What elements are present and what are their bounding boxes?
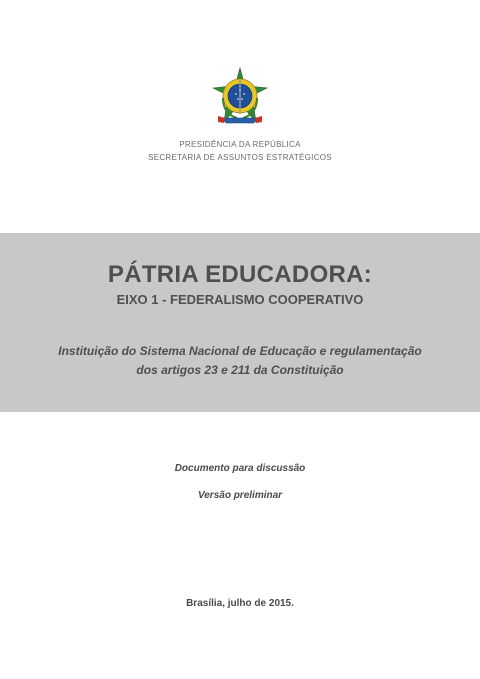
document-type: Documento para discussão <box>174 463 306 474</box>
presidency-label: PRESIDÊNCIA DA REPÚBLICA <box>179 140 301 149</box>
title-band <box>0 233 480 412</box>
brazil-coat-of-arms-icon <box>209 66 271 128</box>
document-version: Versão preliminar <box>197 490 283 501</box>
place-date: Brasília, julho de 2015. <box>186 598 294 609</box>
description-line-1: Instituição do Sistema Nacional de Educação e regulamentação <box>58 344 422 358</box>
description-line-2: dos artigos 23 e 211 da Constituição <box>136 363 344 377</box>
secretariat-label: SECRETARIA DE ASSUNTOS ESTRATÉGICOS <box>148 153 332 162</box>
document-title: PÁTRIA EDUCADORA: <box>107 261 373 288</box>
document-subtitle: EIXO 1 - FEDERALISMO COOPERATIVO <box>116 292 364 307</box>
